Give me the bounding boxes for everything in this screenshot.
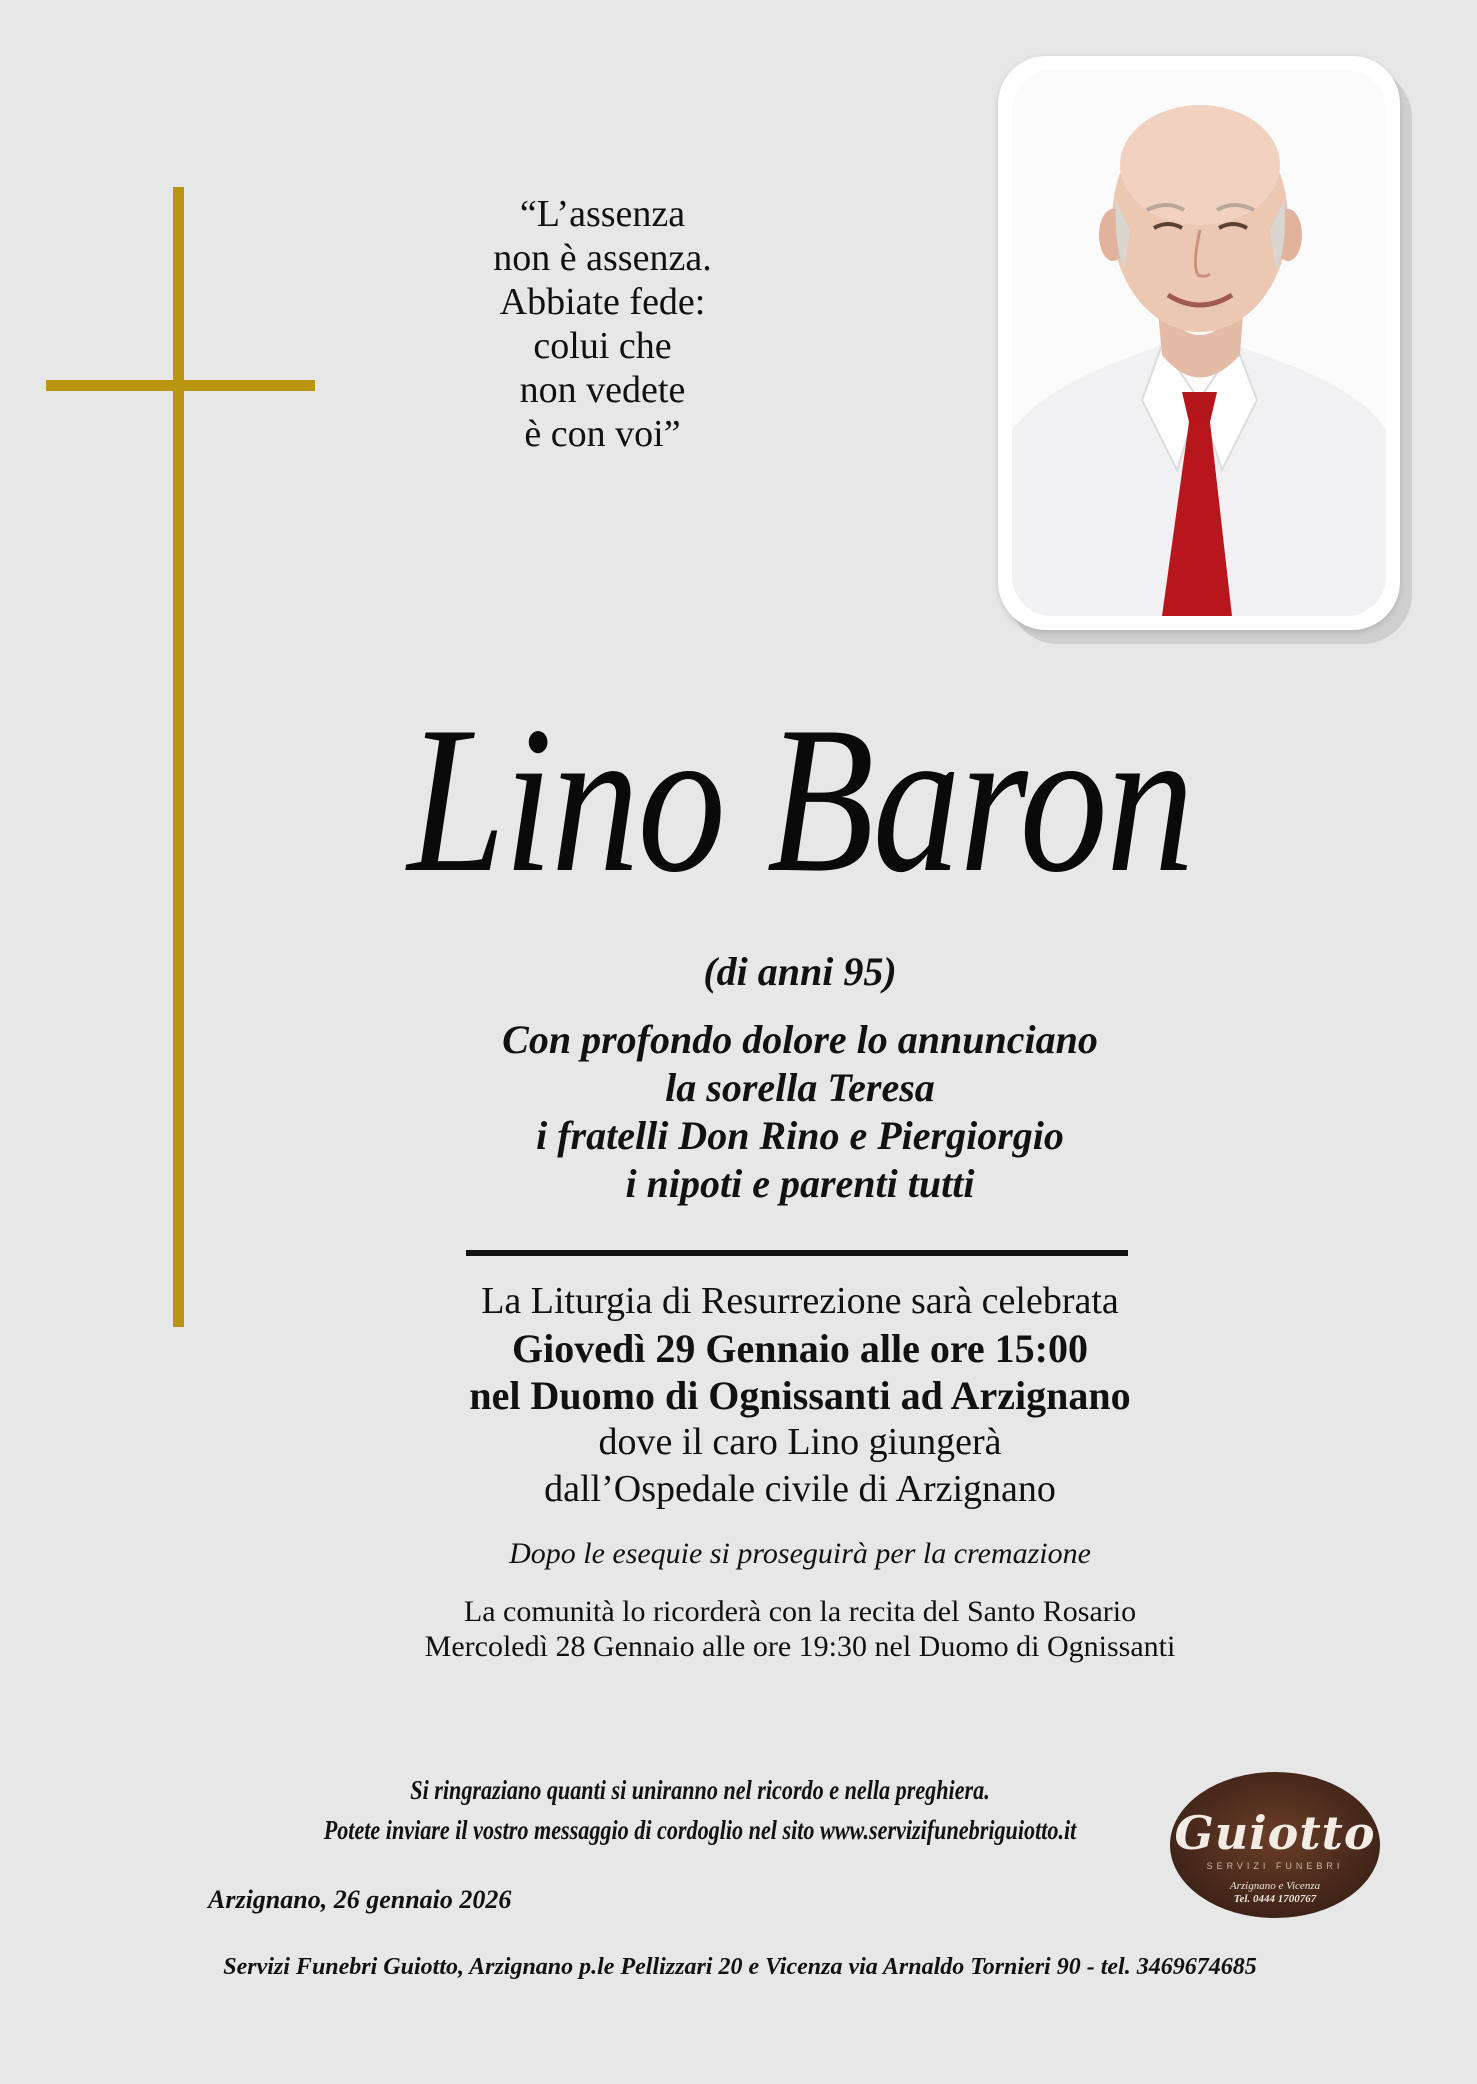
announcement-line: la sorella Teresa bbox=[665, 1065, 935, 1110]
rosary-details bbox=[300, 1594, 1300, 1664]
logo-city: Arzignano e Vicenza bbox=[1229, 1880, 1321, 1892]
quote-line: è con voi” bbox=[524, 413, 681, 455]
guiotto-logo bbox=[1168, 1770, 1382, 1920]
liturgy-line: dove il caro Lino giungerà bbox=[598, 1421, 1002, 1463]
quote-line: Abbiate fede: bbox=[499, 281, 706, 323]
logo-name: Guiotto bbox=[1174, 1806, 1376, 1860]
announcement-line: i nipoti e parenti tutti bbox=[625, 1161, 975, 1206]
deceased-name: Lino Baron bbox=[407, 684, 1193, 916]
memorial-quote bbox=[430, 192, 775, 456]
liturgy-line: La Liturgia di Resurrezione sarà celebrata bbox=[481, 1280, 1119, 1322]
deceased-age: (di anni 95) bbox=[703, 949, 897, 994]
logo-tel: Tel. 0444 1700767 bbox=[1233, 1893, 1317, 1905]
announcement-line: Con profondo dolore lo annunciano bbox=[502, 1017, 1098, 1062]
thanks-message bbox=[323, 1770, 1077, 1850]
thanks-line: Potete inviare il vostro messaggio di cordoglio nel sito www.servizifunebriguiotto.it bbox=[323, 1815, 1077, 1845]
footer-address: Servizi Funebri Guiotto, Arzignano p.le Pellizzari 20 e Vicenza via Arnaldo Tornieri 90 - tel. 3469674685 bbox=[223, 1954, 1257, 1980]
portrait-photo bbox=[1012, 70, 1386, 616]
rosary-line: La comunità lo ricorderà con la recita del Santo Rosario bbox=[463, 1595, 1137, 1628]
quote-line: colui che bbox=[533, 325, 672, 367]
divider-rule bbox=[466, 1250, 1128, 1256]
cross-vertical-bar bbox=[173, 187, 184, 1327]
cross-horizontal-bar bbox=[46, 380, 315, 391]
announcement-line: i fratelli Don Rino e Piergiorgio bbox=[536, 1113, 1064, 1158]
cremation-note: Dopo le esequie si proseguirà per la cremazione bbox=[509, 1537, 1091, 1570]
dateline: Arzignano, 26 gennaio 2026 bbox=[208, 1885, 512, 1914]
liturgy-date: Giovedì 29 Gennaio alle ore 15:00 bbox=[512, 1326, 1088, 1371]
rosary-line: Mercoledì 28 Gennaio alle ore 19:30 nel Duomo di Ognissanti bbox=[424, 1630, 1176, 1663]
quote-line: non vedete bbox=[519, 369, 686, 411]
quote-line: non è assenza. bbox=[493, 237, 712, 279]
liturgy-line: dall’Ospedale civile di Arzignano bbox=[544, 1468, 1056, 1510]
liturgy-place: nel Duomo di Ognissanti ad Arzignano bbox=[469, 1373, 1131, 1418]
liturgy-details bbox=[330, 1278, 1270, 1513]
announcement bbox=[350, 1016, 1250, 1208]
thanks-line: Si ringraziano quanti si uniranno nel ricordo e nella preghiera. bbox=[410, 1775, 990, 1805]
quote-line: “L’assenza bbox=[519, 193, 686, 235]
portrait-illustration bbox=[1012, 70, 1386, 616]
logo-subtitle: SERVIZI FUNEBRI bbox=[1206, 1861, 1344, 1871]
